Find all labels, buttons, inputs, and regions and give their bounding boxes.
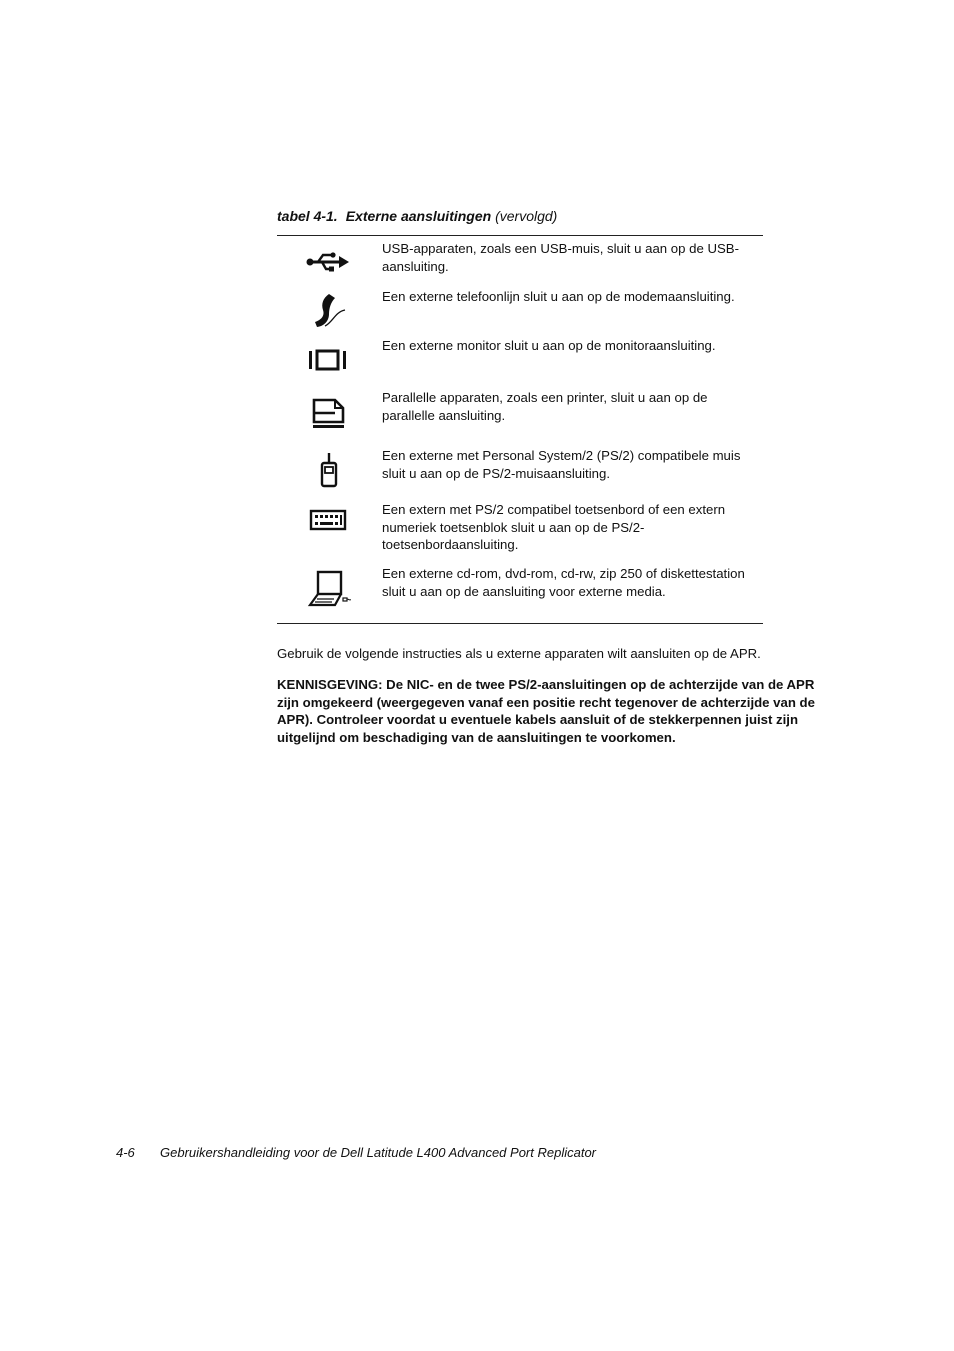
table-row-text: USB-apparaten, zoals een USB-muis, sluit u aan op de USB-aansluiting. (382, 241, 739, 274)
page-number: 4-6 (116, 1145, 135, 1160)
printer-icon (305, 395, 351, 435)
table-row-text: Een externe cd-rom, dvd-rom, cd-rw, zip 250 of diskettestation sluit u aan op de aansluiting voor externe media. (382, 566, 745, 599)
notice-text: KENNISGEVING: De NIC- en de twee PS/2-aansluitingen op de achterzijde van de APR zijn omgekeerd (weergegeven vanaf een positie recht tegenover de achterzijde van de APR). Controleer voordat u eventuele kabels aansluit of de stekkerpennen juist zijn uitgelijnd om beschadiging van de aansluitingen te voorkomen. (277, 677, 815, 745)
table-caption-title: Externe aansluitingen (345, 208, 492, 224)
table-row-text: Een externe telefoonlijn sluit u aan op de modemaansluiting. (382, 289, 735, 304)
table-caption (277, 208, 557, 224)
table-row-text: Parallelle apparaten, zoals een printer, sluit u aan op de parallelle aansluiting. (382, 390, 708, 423)
usb-icon (305, 242, 351, 282)
table-caption-label: tabel 4-1. (277, 208, 338, 224)
table-bottom-rule (277, 623, 763, 624)
instruction-text: Gebruik de volgende instructies als u externe apparaten wilt aansluiten op de APR. (277, 646, 761, 661)
page-footer (116, 1145, 596, 1160)
keyboard-icon (305, 501, 351, 541)
table-top-rule (277, 235, 763, 236)
footer-title: Gebruikershandleiding voor de Dell Latitude L400 Advanced Port Replicator (160, 1145, 597, 1160)
mouse-icon (305, 450, 351, 490)
table-row-text: Een externe met Personal System/2 (PS/2) compatibele muis sluit u aan op de PS/2-muisaansluiting. (382, 448, 741, 481)
telephone-icon (305, 290, 351, 330)
external-media-icon (305, 569, 351, 609)
table-row-text: Een extern met PS/2 compatibel toetsenbord of een extern numeriek toetsenblok sluit u aan op de PS/2-toetsenbordaansluiting. (382, 502, 726, 552)
monitor-icon (305, 339, 351, 379)
table-caption-suffix: (vervolgd) (495, 208, 558, 224)
table-row-text: Een externe monitor sluit u aan op de monitoraansluiting. (382, 338, 716, 353)
